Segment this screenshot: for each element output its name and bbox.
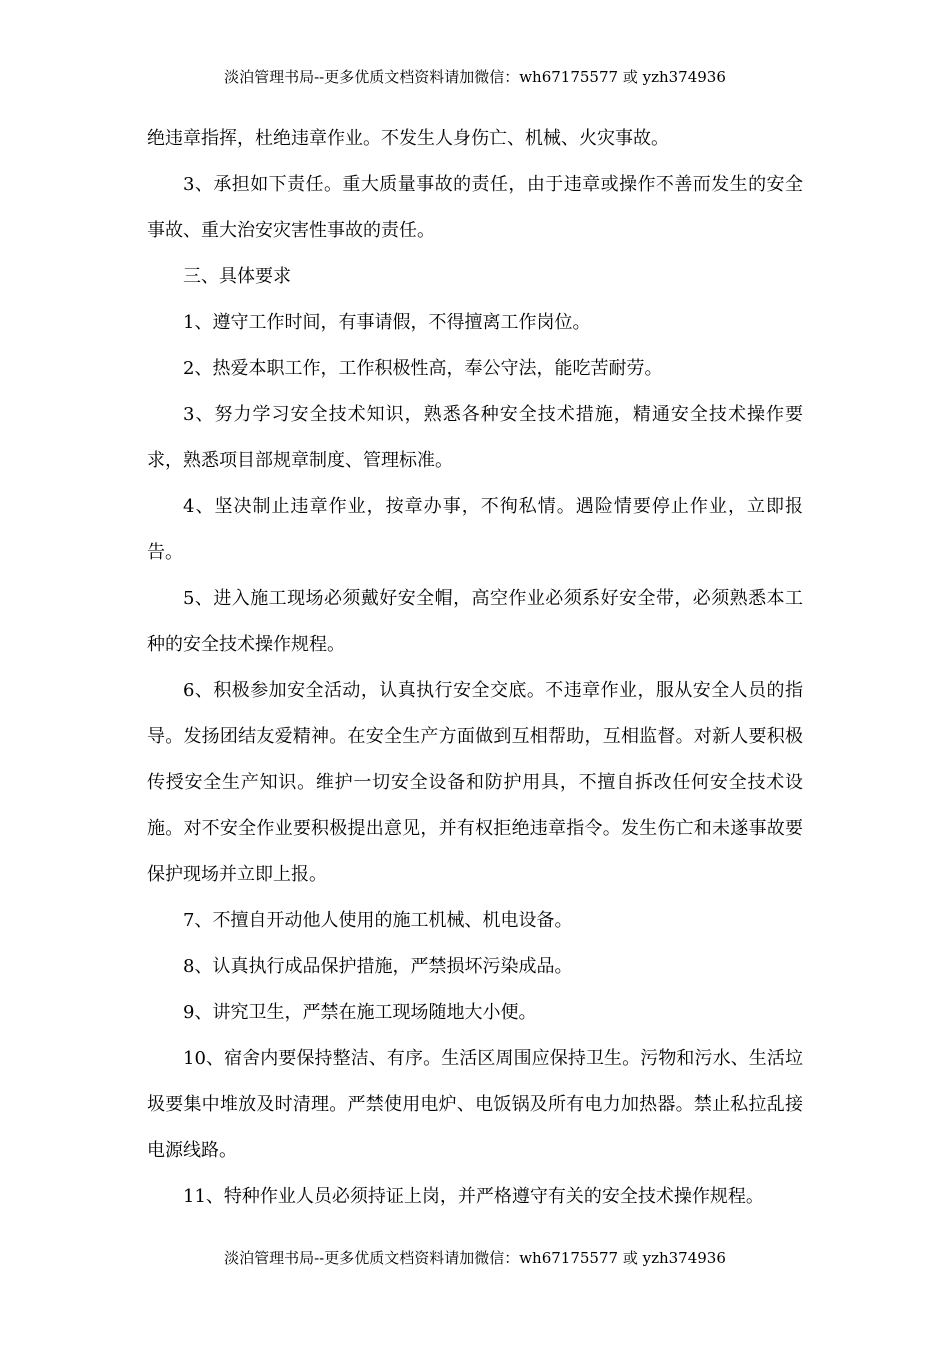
requirement-item-7: 7、不擅自开动他人使用的施工机械、机电设备。 — [183, 910, 573, 931]
requirement-item-2: 2、热爱本职工作，工作积极性高，奉公守法，能吃苦耐劳。 — [183, 358, 663, 379]
section-heading-requirements: 三、具体要求 — [183, 266, 291, 287]
requirement-item-3: 3、努力学习安全技术知识，熟悉各种安全技术措施，精通安全技术操作要求，熟悉项目部规章制度、管理标准。 — [147, 404, 803, 471]
page-header: 淡泊管理书局--更多优质文档资料请加微信：wh67175577 或 yzh374936 — [224, 68, 726, 86]
paragraph-responsibility-3: 3、承担如下责任。重大质量事故的责任，由于违章或操作不善而发生的安全事故、重大治安灾害性事故的责任。 — [147, 174, 803, 241]
page-footer: 淡泊管理书局--更多优质文档资料请加微信：wh67175577 或 yzh374936 — [224, 1249, 726, 1267]
document-body — [147, 116, 803, 1220]
requirement-item-4: 4、坚决制止违章作业，按章办事，不徇私情。遇险情要停止作业，立即报告。 — [147, 496, 803, 563]
requirement-item-5: 5、进入施工现场必须戴好安全帽，高空作业必须系好安全带，必须熟悉本工种的安全技术操作规程。 — [147, 588, 803, 655]
requirement-item-8: 8、认真执行成品保护措施，严禁损坏污染成品。 — [183, 956, 573, 977]
requirement-item-6: 6、积极参加安全活动，认真执行安全交底。不违章作业，服从安全人员的指导。发扬团结友爱精神。在安全生产方面做到互相帮助，互相监督。对新人要积极传授安全生产知识。维护一切安全设备和防护用具，不擅自拆改任何安全技术设施。对不安全作业要积极提出意见，并有权拒绝违章指令。发生伤亡和未遂事故要保护现场并立即上报。 — [147, 680, 803, 885]
paragraph-continuation: 绝违章指挥，杜绝违章作业。不发生人身伤亡、机械、火灾事故。 — [147, 128, 669, 149]
requirement-item-10: 10、宿舍内要保持整洁、有序。生活区周围应保持卫生。污物和污水、生活垃圾要集中堆放及时清理。严禁使用电炉、电饭锅及所有电力加热器。禁止私拉乱接电源线路。 — [147, 1048, 803, 1161]
requirement-item-11: 11、特种作业人员必须持证上岗，并严格遵守有关的安全技术操作规程。 — [183, 1186, 764, 1207]
requirement-item-1: 1、遵守工作时间，有事请假，不得擅离工作岗位。 — [183, 312, 591, 333]
requirement-item-9: 9、讲究卫生，严禁在施工现场随地大小便。 — [183, 1002, 537, 1023]
